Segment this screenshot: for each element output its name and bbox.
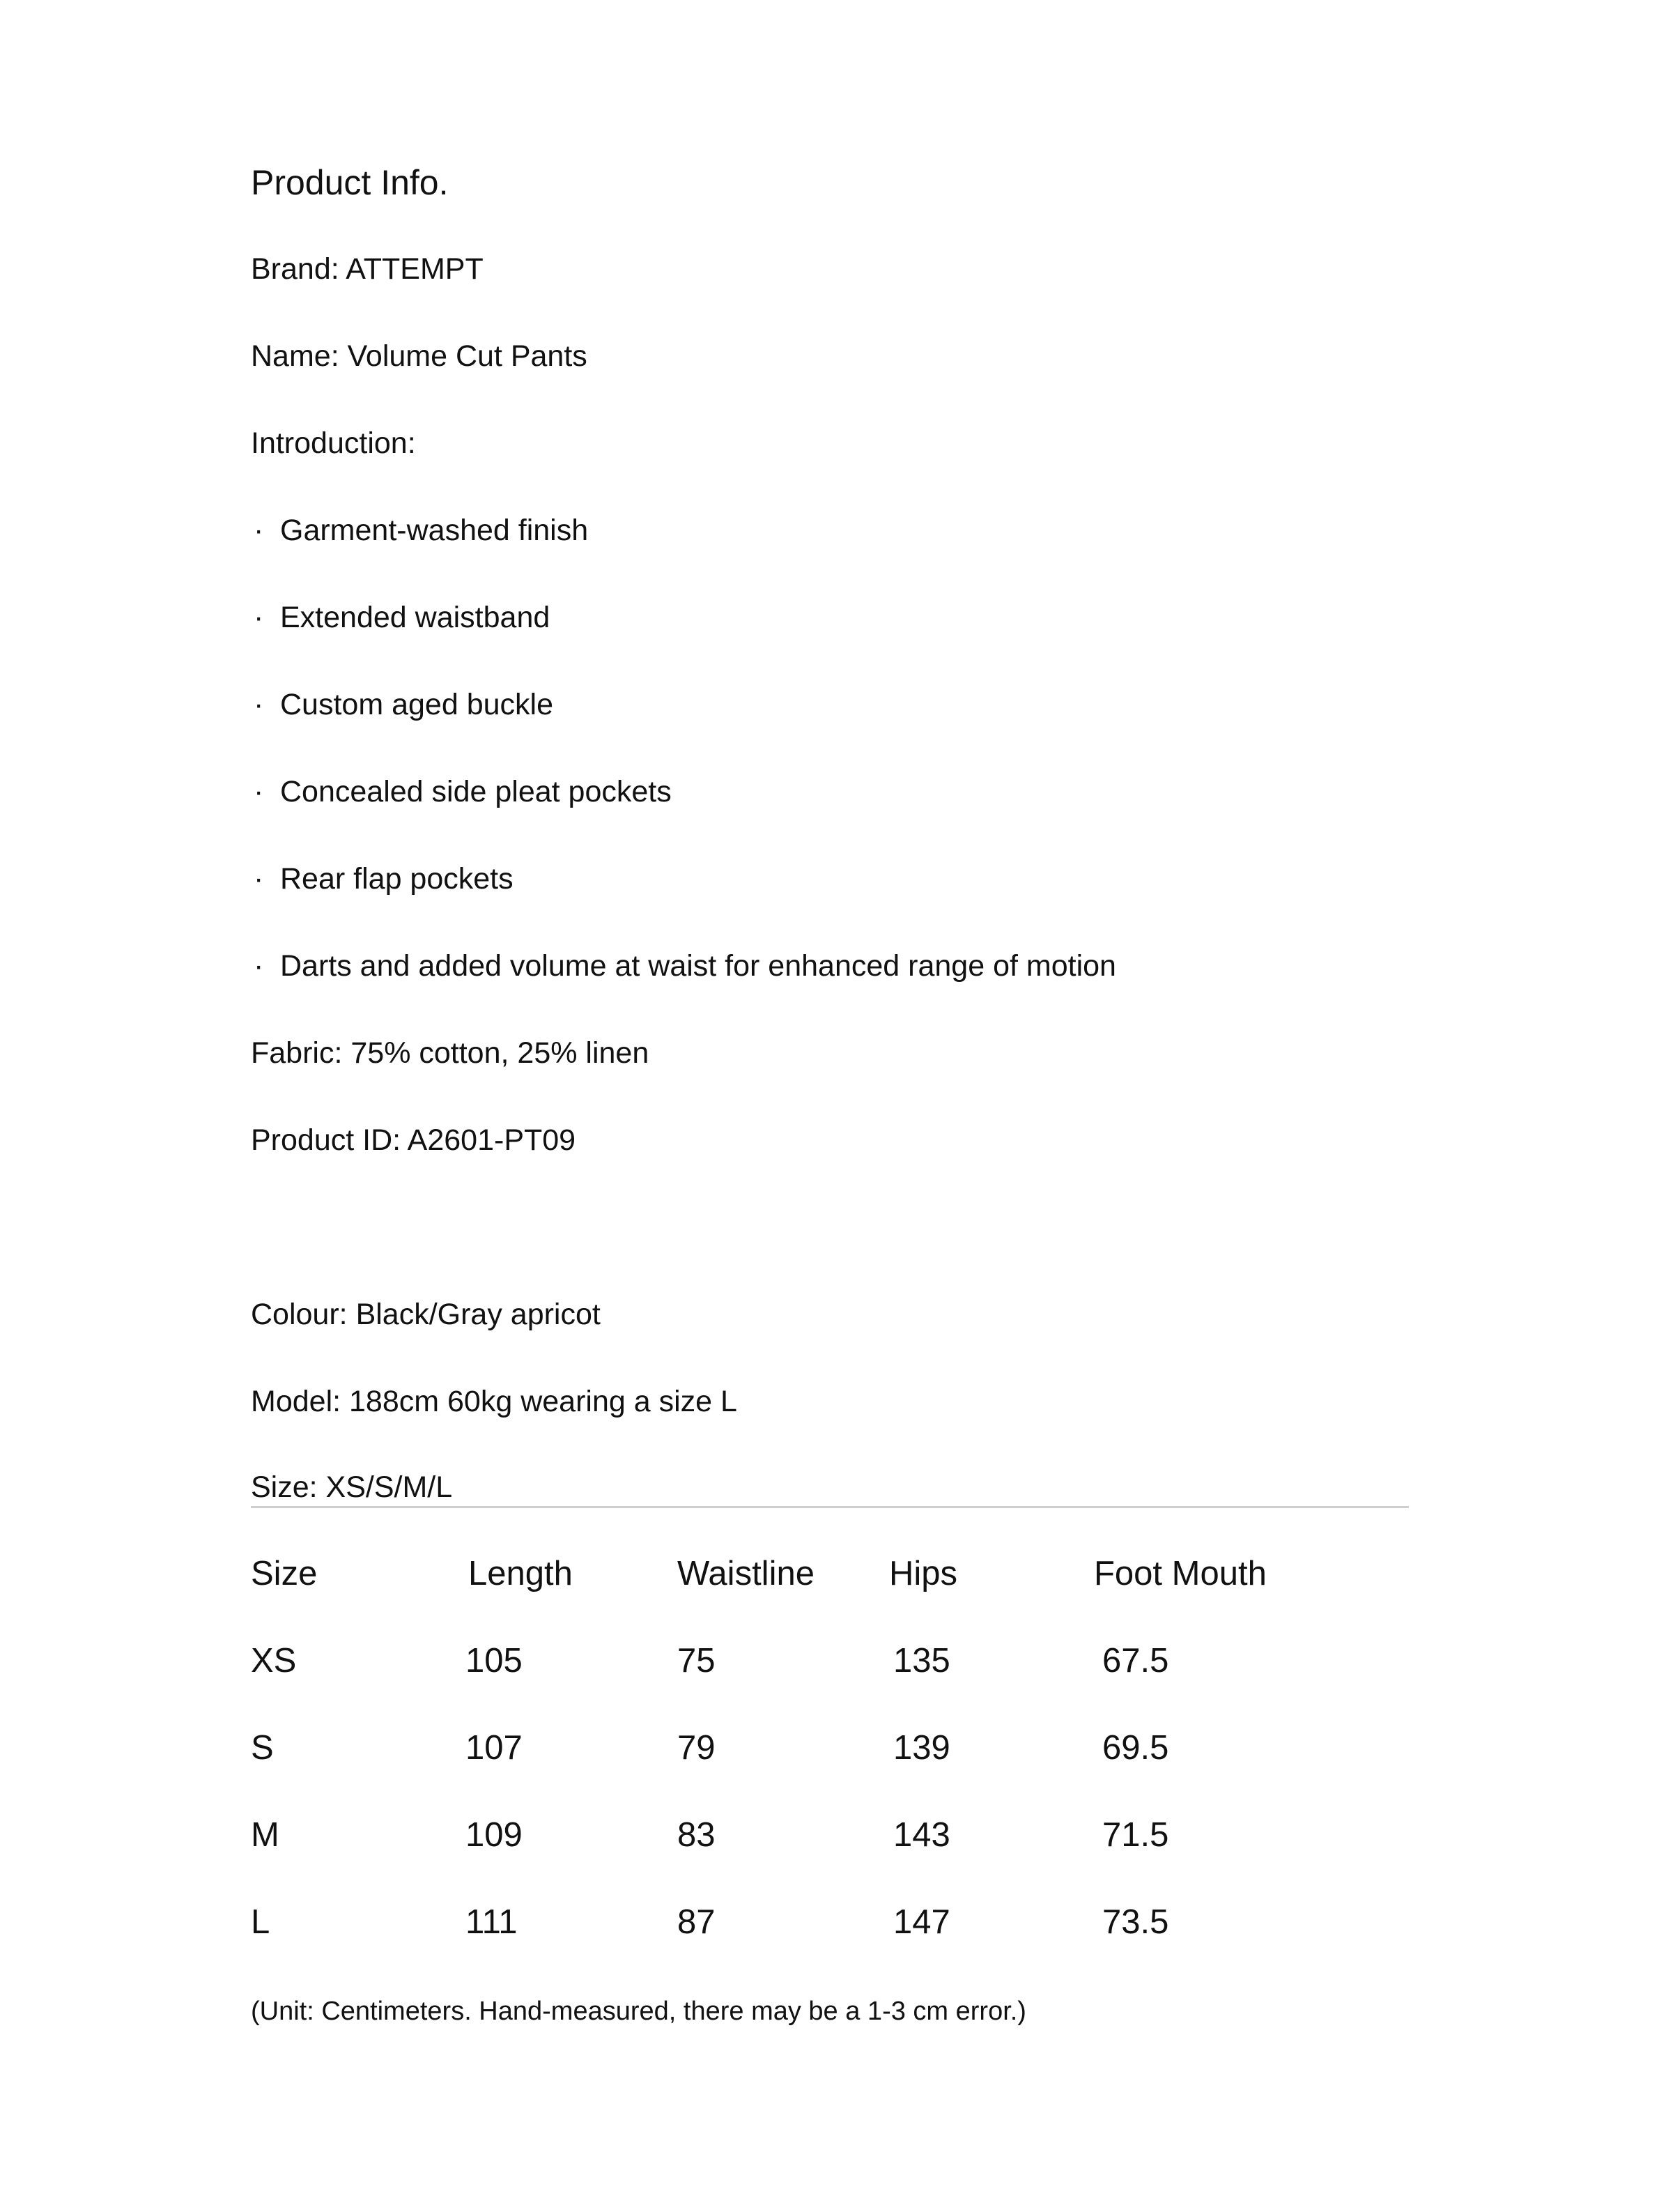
table-cell: 109 [465, 1816, 523, 1854]
table-cell: 107 [465, 1729, 523, 1767]
feature-item [251, 772, 672, 811]
table-row [251, 1638, 1421, 1683]
bullet-icon: · [254, 949, 264, 983]
table-cell: 111 [465, 1903, 518, 1941]
bullet-icon: · [254, 775, 264, 808]
page-title: Product Info. [251, 163, 449, 202]
table-cell: L [251, 1903, 270, 1941]
name-line: Name: Volume Cut Pants [251, 339, 587, 373]
feature-item [251, 511, 588, 550]
feature-text: Darts and added volume at waist for enhanced range of motion [280, 949, 1116, 983]
table-cell: 135 [893, 1642, 950, 1680]
sizes-line: Size: XS/S/M/L [251, 1470, 453, 1504]
model-line: Model: 188cm 60kg wearing a size L [251, 1385, 737, 1418]
table-cell: 83 [677, 1816, 716, 1854]
table-cell: 139 [893, 1729, 950, 1767]
table-row [251, 1900, 1421, 1944]
table-cell: 79 [677, 1729, 716, 1767]
table-cell: XS [251, 1642, 297, 1680]
header-cell: Waistline [677, 1555, 815, 1592]
feature-text: Extended waistband [280, 601, 550, 634]
table-cell: 147 [893, 1903, 950, 1941]
table-cell: 87 [677, 1903, 716, 1941]
header-cell: Length [468, 1555, 573, 1592]
feature-item [251, 946, 1116, 985]
bullet-icon: · [254, 601, 264, 634]
feature-item [251, 685, 553, 724]
table-cell: 105 [465, 1642, 523, 1680]
product-id-line: Product ID: A2601-PT09 [251, 1123, 576, 1157]
table-row [251, 1813, 1421, 1857]
feature-item [251, 598, 550, 637]
table-cell: 67.5 [1102, 1642, 1169, 1680]
bullet-icon: · [254, 862, 264, 896]
table-cell: 71.5 [1102, 1816, 1169, 1854]
header-cell: Foot Mouth [1094, 1555, 1267, 1592]
measurement-note: (Unit: Centimeters. Hand-measured, there may be a 1-3 cm error.) [251, 1997, 1026, 2026]
table-cell: M [251, 1816, 279, 1854]
bullet-icon: · [254, 688, 264, 721]
divider [251, 1506, 1409, 1508]
header-cell: Hips [889, 1555, 958, 1592]
feature-item [251, 859, 514, 898]
feature-text: Concealed side pleat pockets [280, 775, 672, 808]
header-cell: Size [251, 1555, 318, 1592]
table-cell: 143 [893, 1816, 950, 1854]
table-cell: 73.5 [1102, 1903, 1169, 1941]
feature-text: Garment-washed finish [280, 514, 589, 547]
product-info-page [251, 0, 1421, 2212]
table-cell: 69.5 [1102, 1729, 1169, 1767]
size-table-header [251, 1551, 1421, 1596]
colour-line: Colour: Black/Gray apricot [251, 1298, 601, 1331]
fabric-line: Fabric: 75% cotton, 25% linen [251, 1036, 649, 1070]
feature-text: Rear flap pockets [280, 862, 514, 896]
brand-line: Brand: ATTEMPT [251, 252, 484, 286]
introduction-label: Introduction: [251, 427, 416, 460]
table-cell: 75 [677, 1642, 716, 1680]
bullet-icon: · [254, 514, 264, 547]
feature-text: Custom aged buckle [280, 688, 553, 721]
table-cell: S [251, 1729, 274, 1767]
table-row [251, 1726, 1421, 1770]
